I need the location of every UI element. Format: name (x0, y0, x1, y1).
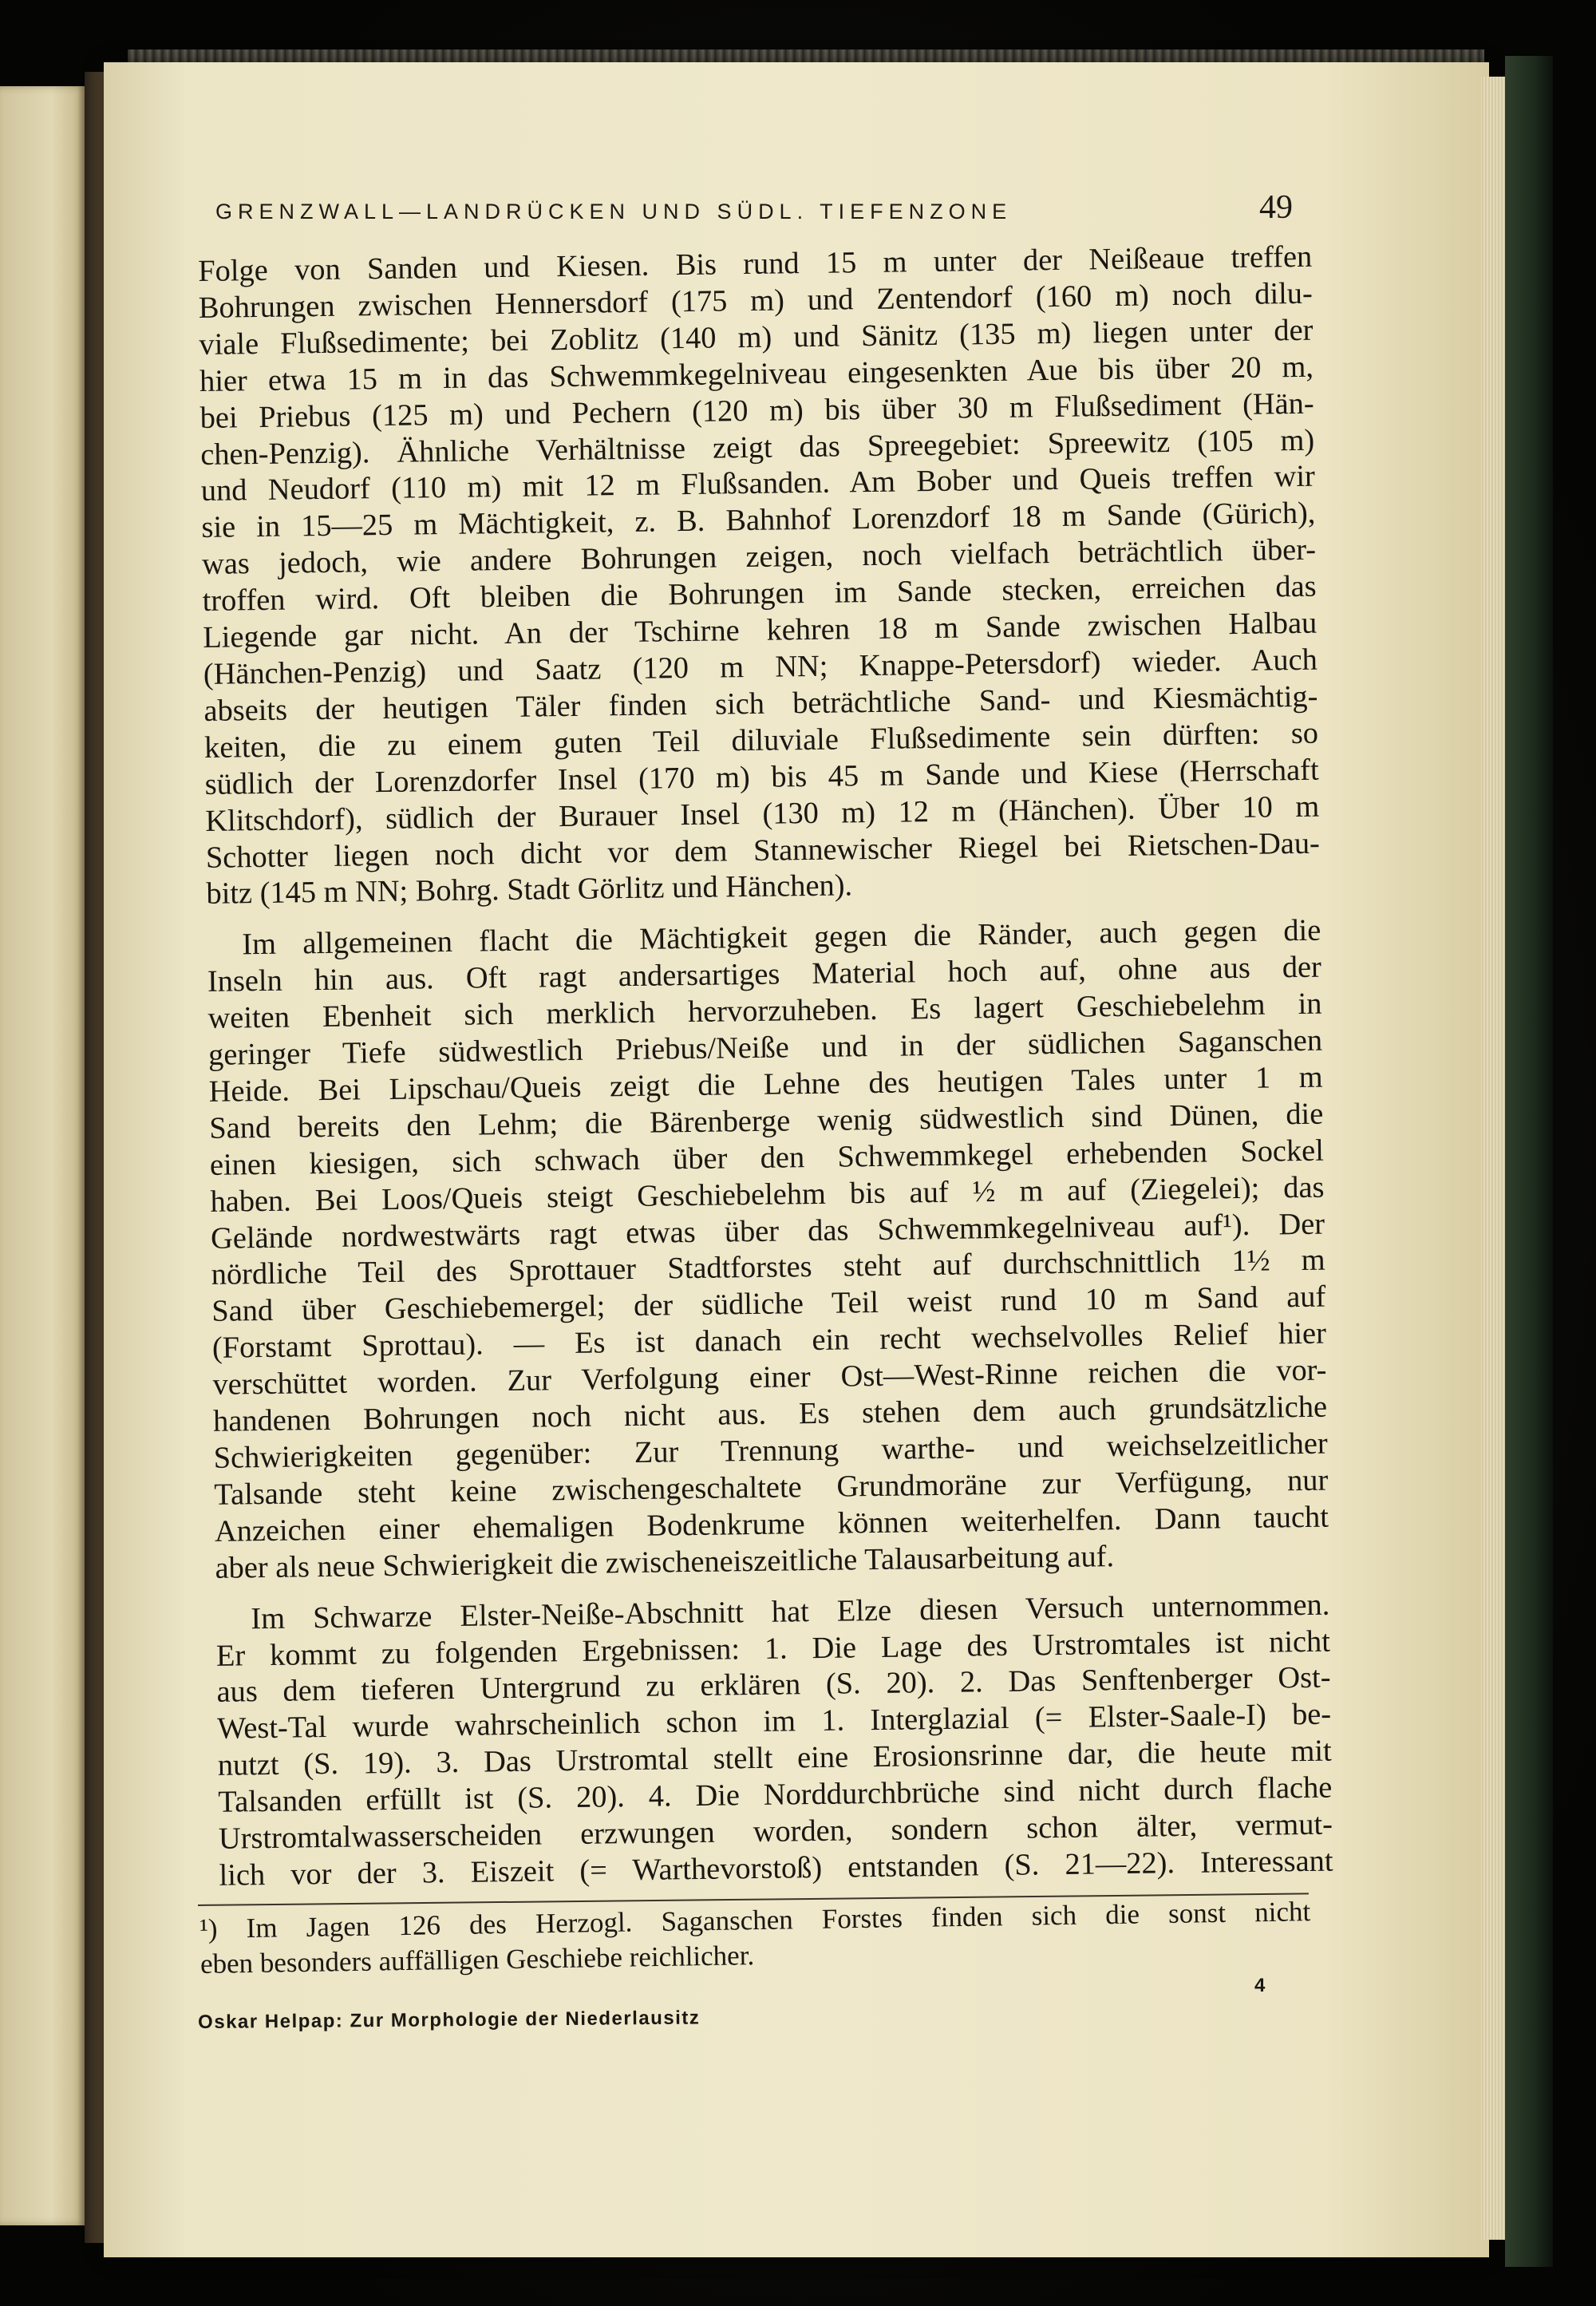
text-line: handenen Bohrungen noch nicht aus. Es stehen dem auch grundsätzliche (212, 1390, 1328, 1438)
text-line: troffen wird. Oft bleiben die Bohrungen im Sande stecken, erreichen das (202, 569, 1317, 619)
text-line: weiten Ebenheit sich merklich hervorzuheben. Es lagert Geschiebelehm in (207, 987, 1322, 1036)
text-line: und Neudorf (110 m) mit 12 m Flußsanden. Am Bober und Queis treffen wir (200, 460, 1316, 508)
text-line: keiten, die zu einem guten Teil diluviale Flußsedimente sein dürften: so (203, 716, 1319, 765)
text-line: Folge von Sanden und Kiesen. Bis rund 15 m unter der Neißeaue treffen (198, 239, 1313, 288)
text-line: (Forstamt Sprottau). — Es ist danach ein recht wechselvolles Relief hier (211, 1316, 1327, 1366)
text-line: Klitschdorf), südlich der Burauer Insel (130 m) 12 m (Hänchen). Über 10 m (205, 789, 1320, 838)
signature-line: Oskar Helpap: Zur Morphologie der Niederlausitz (198, 2007, 701, 2033)
text-line: Inseln hin aus. Oft ragt andersartiges Material hoch auf, ohne aus der (207, 950, 1322, 999)
text-line: aus dem tieferen Untergrund zu erklären (S. 20). 2. Das Senftenberger Ost- (216, 1661, 1331, 1710)
text-line: verschüttet worden. Zur Verfolgung einer Ost—West-Rinne reichen die vor- (212, 1353, 1327, 1402)
footnote-line: ¹) Im Jagen 126 des Herzogl. Saganschen Forstes finden sich die sonst nicht (200, 1896, 1311, 1944)
text-line: Im Schwarze Elster-Neiße-Abschnitt hat Elze diesen Versuch unternommen. (251, 1588, 1330, 1636)
text-line: südlich der Lorenzdorfer Insel (170 m) bis 45 m Sande und Kiese (Herrschaft (204, 753, 1319, 801)
text-line: haben. Bei Loos/Queis steigt Geschiebelehm bis auf ½ m auf (Ziegelei); das (210, 1170, 1325, 1219)
book-cover-edge (1505, 56, 1553, 2267)
paragraph-1 (198, 239, 1321, 914)
paragraph-3 (215, 1587, 1333, 1894)
text-line: Heide. Bei Lipschau/Queis zeigt die Lehne des heutigen Tales unter 1 m (208, 1060, 1323, 1109)
text-line: Talsande steht keine zwischengeschaltete Grundmoräne zur Verfügung, nur (214, 1463, 1329, 1512)
text-line: geringer Tiefe südwestlich Priebus/Neiße und in der südlichen Saganschen (207, 1023, 1323, 1072)
text-line: aber als neue Schwierigkeit die zwischeneiszeitliche Talausarbeitung auf. (215, 1539, 1115, 1585)
text-line: nördliche Teil des Sprottauer Stadtforstes steht auf durchschnittlich 1½ m (211, 1244, 1325, 1292)
text-line: sie in 15—25 m Mächtigkeit, z. B. Bahnhof Lorenzdorf 18 m Sande (Gürich), (201, 496, 1316, 545)
text-line: hier etwa 15 m in das Schwemmkegelniveau eingesenkten Aue bis über 20 m, (199, 350, 1314, 398)
footnote-line: eben besonders auffälligen Geschiebe reichlicher. (200, 1940, 755, 1980)
sheet-number: 4 (1254, 1975, 1266, 1996)
text-line: West-Tal wurde wahrscheinlich schon im 1. Interglazial (= Elster-Saale-I) be- (216, 1697, 1332, 1746)
text-line: chen-Penzig). Ähnliche Verhältnisse zeigt das Spreegebiet: Spreewitz (105 m) (200, 423, 1315, 472)
text-line: Schwierigkeiten gegenüber: Zur Trennung warthe- und weichselzeitlicher (213, 1426, 1328, 1475)
text-line: abseits der heutigen Täler finden sich beträchtliche Sand- und Kiesmächtig- (203, 679, 1318, 728)
page-number: 49 (1259, 189, 1293, 226)
text-line: viale Flußsedimente; bei Zoblitz (140 m) und Sänitz (135 m) liegen unter der (199, 313, 1314, 362)
page-stack-edges (1481, 77, 1507, 2240)
body-text (198, 239, 1333, 1895)
text-line: was jedoch, wie andere Bohrungen zeigen, noch vielfach beträchtlich über- (201, 532, 1317, 582)
text-line: Sand bereits den Lehm; die Bärenberge wenig südwestlich sind Dünen, die (209, 1097, 1324, 1145)
text-line: einen kiesigen, sich schwach über den Schwemmkegel erhebenden Sockel (209, 1133, 1325, 1182)
running-header: GRENZWALL—LANDRÜCKEN UND SÜDL. TIEFENZONE (215, 200, 1013, 223)
paragraph-2 (207, 913, 1329, 1588)
text-line: Er kommt zu folgenden Ergebnissen: 1. Die Lage des Urstromtales ist nicht (215, 1624, 1331, 1673)
text-line: Bohrungen zwischen Hennersdorf (175 m) und Zentendorf (160 m) noch dilu- (198, 276, 1314, 325)
facing-page-edge (0, 86, 86, 2225)
text-line: bei Priebus (125 m) und Pechern (120 m) bis über 30 m Flußsediment (Hän- (200, 386, 1314, 435)
text-line: Liegende gar nicht. An der Tschirne kehren 18 m Sande zwischen Halbau (203, 606, 1317, 655)
text-line: Gelände nordwestwärts ragt etwas über das Schwemmkegelniveau auf¹). Der (210, 1207, 1325, 1256)
text-line: Urstromtalwasserscheiden erzwungen worden, sondern schon älter, vermut- (218, 1807, 1333, 1856)
text-line: Anzeichen einer ehemaligen Bodenkrume können weiterhelfen. Dann taucht (214, 1500, 1329, 1549)
text-line: Sand über Geschiebemergel; der südliche Teil weist rund 10 m Sand auf (211, 1280, 1326, 1329)
text-line: nutzt (S. 19). 3. Das Urstromtal stellt eine Erosionsrinne dar, die heute mit (217, 1734, 1332, 1783)
text-line: Talsanden erfüllt ist (S. 20). 4. Die Norddurchbrüche sind nicht durch flache (218, 1770, 1333, 1819)
text-line: lich vor der 3. Eiszeit (= Warthevorstoß) entstanden (S. 21—22). Interessant (219, 1844, 1333, 1893)
text-line: bitz (145 m NN; Bohrg. Stadt Görlitz und Hänchen). (206, 868, 853, 912)
text-line: (Hänchen-Penzig) und Saatz (120 m NN; Knappe-Petersdorf) wieder. Auch (203, 643, 1318, 691)
text-line: Schotter liegen noch dicht vor dem Stannewischer Riegel bei Rietschen-Dau- (205, 826, 1321, 875)
text-line: Im allgemeinen flacht die Mächtigkeit gegen die Ränder, auch gegen die (242, 913, 1321, 962)
